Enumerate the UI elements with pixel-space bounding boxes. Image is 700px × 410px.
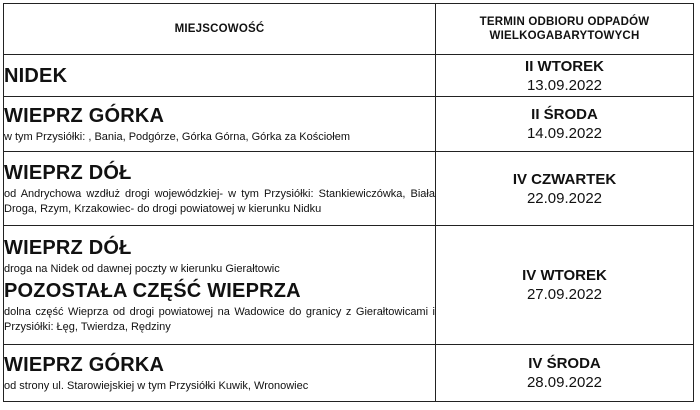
collection-day: IV CZWARTEK xyxy=(512,170,617,188)
place-name: WIEPRZ DÓŁ xyxy=(4,161,132,184)
term-cell xyxy=(436,97,694,152)
collection-day: IV ŚRODA xyxy=(528,355,601,372)
collection-day: IV WTOREK xyxy=(522,267,607,284)
place-cell xyxy=(4,152,436,226)
table-row xyxy=(4,345,694,402)
place-name: NIDEK xyxy=(4,64,68,87)
table-row xyxy=(4,55,694,97)
collection-schedule-table xyxy=(3,3,694,402)
place-cell xyxy=(4,97,436,152)
collection-day: II WTOREK xyxy=(525,57,604,75)
term-cell xyxy=(436,345,694,402)
place-cell xyxy=(4,345,436,402)
collection-date: 27.09.2022 xyxy=(526,286,603,303)
term-cell xyxy=(436,152,694,226)
table-row xyxy=(4,97,694,152)
table-row xyxy=(4,226,694,345)
collection-day: II ŚRODA xyxy=(531,106,598,123)
table-header-row xyxy=(4,4,694,55)
header-term-line1: TERMIN ODBIORU ODPADÓW xyxy=(479,16,650,28)
header-term xyxy=(436,4,694,55)
place-description: od Andrychowa wzdłuż drogi wojewódzkiej- w tym Przysiółki: Stankiewiczówka, Biała Droga, Rzym, Krzakowiec- do drogi powiatowej w kierunku Nidku xyxy=(4,187,435,215)
header-place: MIEJSCOWOŚĆ xyxy=(4,4,436,55)
collection-date: 13.09.2022 xyxy=(526,76,603,94)
place-description: od strony ul. Starowiejskiej w tym Przysiółki Kuwik, Wronowiec xyxy=(4,379,309,392)
term-cell xyxy=(436,55,694,97)
place-name-secondary: POZOSTAŁA CZĘŚĆ WIEPRZA xyxy=(4,279,301,302)
place-description: droga na Nidek od dawnej poczty w kierunku Gierałtowic xyxy=(4,262,280,275)
term-cell xyxy=(436,226,694,345)
collection-date: 14.09.2022 xyxy=(526,125,603,142)
collection-date: 22.09.2022 xyxy=(526,189,603,207)
place-name: WIEPRZ DÓŁ xyxy=(4,236,132,259)
place-description-secondary: dolna część Wieprza od drogi powiatowej na Wadowice do granicy z Gierałtowicami i Przysiółki: Łęg, Twierdza, Rędziny xyxy=(4,305,435,333)
table-row xyxy=(4,152,694,226)
place-name: WIEPRZ GÓRKA xyxy=(4,353,165,376)
header-term-line2: WIELKOGABARYTOWYCH xyxy=(489,30,640,42)
place-cell xyxy=(4,55,436,97)
place-cell xyxy=(4,226,436,345)
collection-date: 28.09.2022 xyxy=(526,374,603,391)
place-description: w tym Przysiółki: , Bania, Podgórze, Górka Górna, Górka za Kościołem xyxy=(4,130,351,143)
schedule-sheet xyxy=(3,3,693,405)
place-name: WIEPRZ GÓRKA xyxy=(4,104,165,127)
